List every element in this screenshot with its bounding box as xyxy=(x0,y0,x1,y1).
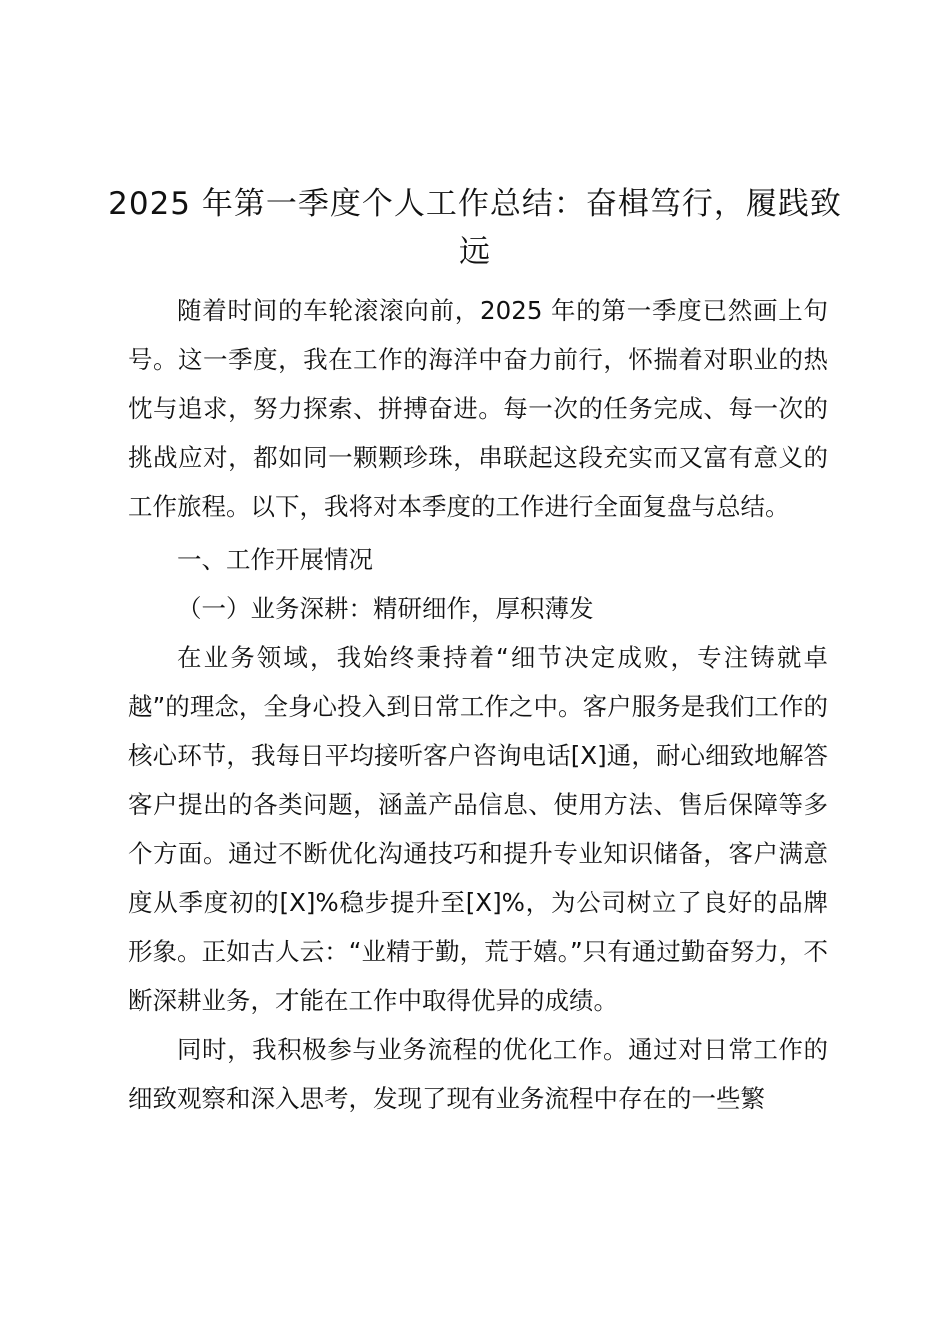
body-paragraph: 在业务领域，我始终秉持着“细节决定成败，专注铸就卓越”的理念，全身心投入到日常工作之中。客户服务是我们工作的核心环节，我每日平均接听客户咨询电话[X]通，耐心细致地解答客户提出的各类问题，涵盖产品信息、使用方法、售后保障等多个方面。通过不断优化沟通技巧和提升专业知识储备，客户满意度从季度初的[X]%稳步提升至[X]%，为公司树立了良好的品牌形象。正如古人云：“业精于勤，荒于嬉。”只有通过勤奋努力，不断深耕业务，才能在工作中取得优异的成绩。 xyxy=(128,643,828,1015)
body-paragraph: 同时，我积极参与业务流程的优化工作。通过对日常工作的细致观察和深入思考，发现了现有业务流程中存在的一些繁 xyxy=(128,1035,828,1113)
subsection-heading: （一）业务深耕：精研细作，厚积薄发 xyxy=(177,594,594,623)
document-title: 2025 年第一季度个人工作总结：奋楫笃行，履践致远 xyxy=(108,186,842,270)
intro-paragraph: 随着时间的车轮滚滚向前，2025 年的第一季度已然画上句号。这一季度，我在工作的海洋中奋力前行，怀揣着对职业的热忱与追求，努力探索、拼搏奋进。每一次的任务完成、每一次的挑战应对，都如同一颗颗珍珠，串联起这段充实而又富有意义的工作旅程。以下，我将对本季度的工作进行全面复盘与总结。 xyxy=(128,296,828,521)
document-body xyxy=(128,286,828,1123)
section-heading: 一、工作开展情况 xyxy=(177,545,373,574)
